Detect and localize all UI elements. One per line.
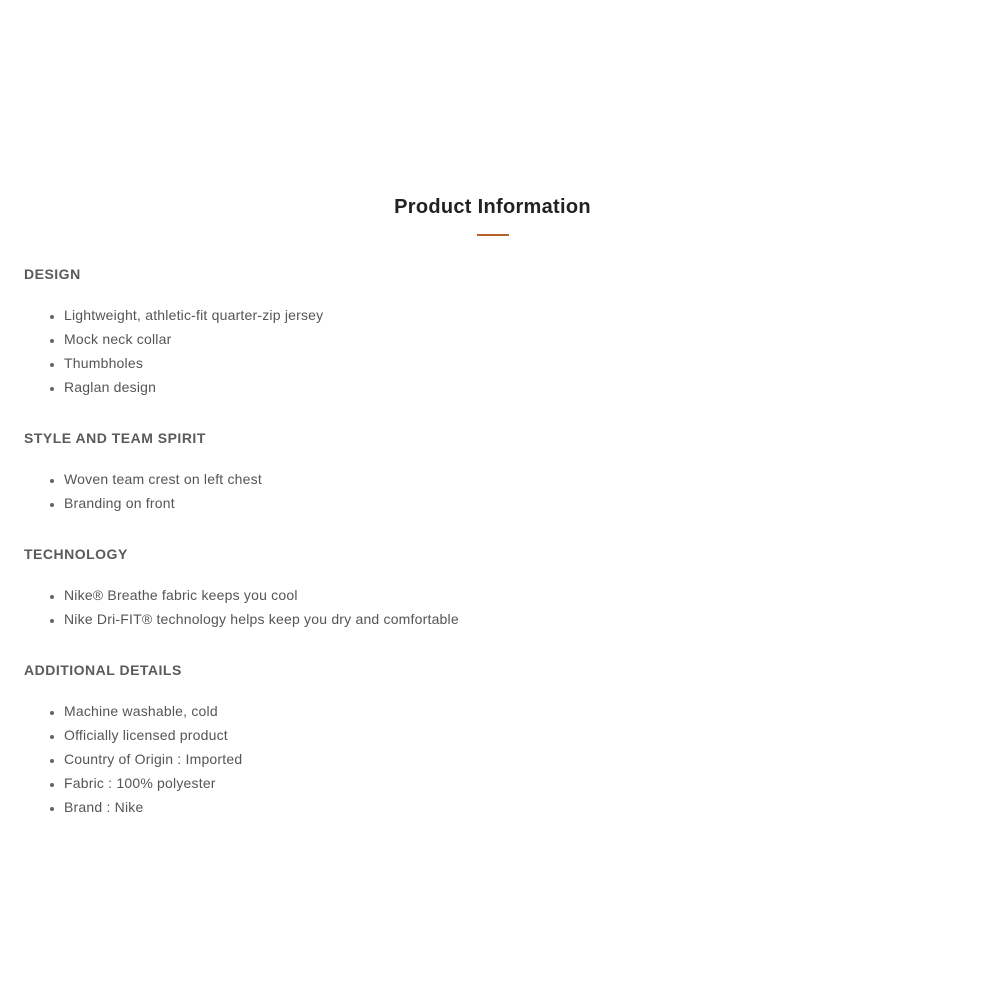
section-list bbox=[24, 303, 964, 399]
section-list bbox=[24, 583, 964, 631]
section-additional-details bbox=[24, 658, 964, 819]
section-heading: STYLE AND TEAM SPIRIT bbox=[24, 430, 206, 446]
list-item: • Nike® Breathe fabric keeps you cool bbox=[64, 583, 964, 607]
section-heading: DESIGN bbox=[24, 266, 81, 282]
list-item: • Officially licensed product bbox=[64, 723, 964, 747]
section-heading: ADDITIONAL DETAILS bbox=[24, 662, 182, 678]
list-item: • Nike Dri-FIT® technology helps keep you dry and comfortable bbox=[64, 607, 964, 631]
list-item: • Mock neck collar bbox=[64, 327, 964, 351]
section-style-and-team-spirit bbox=[24, 426, 964, 515]
section-list bbox=[24, 699, 964, 819]
list-item: • Fabric : 100% polyester bbox=[64, 771, 964, 795]
list-item: • Machine washable, cold bbox=[64, 699, 964, 723]
list-item: • Country of Origin : Imported bbox=[64, 747, 964, 771]
list-item: • Thumbholes bbox=[64, 351, 964, 375]
product-details bbox=[24, 262, 964, 846]
section-design bbox=[24, 262, 964, 399]
list-item: • Woven team crest on left chest bbox=[64, 467, 964, 491]
list-item: • Brand : Nike bbox=[64, 795, 964, 819]
section-technology bbox=[24, 542, 964, 631]
list-item: • Lightweight, athletic-fit quarter-zip jersey bbox=[64, 303, 964, 327]
list-item: • Branding on front bbox=[64, 491, 964, 515]
list-item: • Raglan design bbox=[64, 375, 964, 399]
page-title: Product Information bbox=[394, 196, 591, 218]
section-heading: TECHNOLOGY bbox=[24, 546, 128, 562]
title-underline-divider bbox=[477, 234, 509, 236]
section-list bbox=[24, 467, 964, 515]
